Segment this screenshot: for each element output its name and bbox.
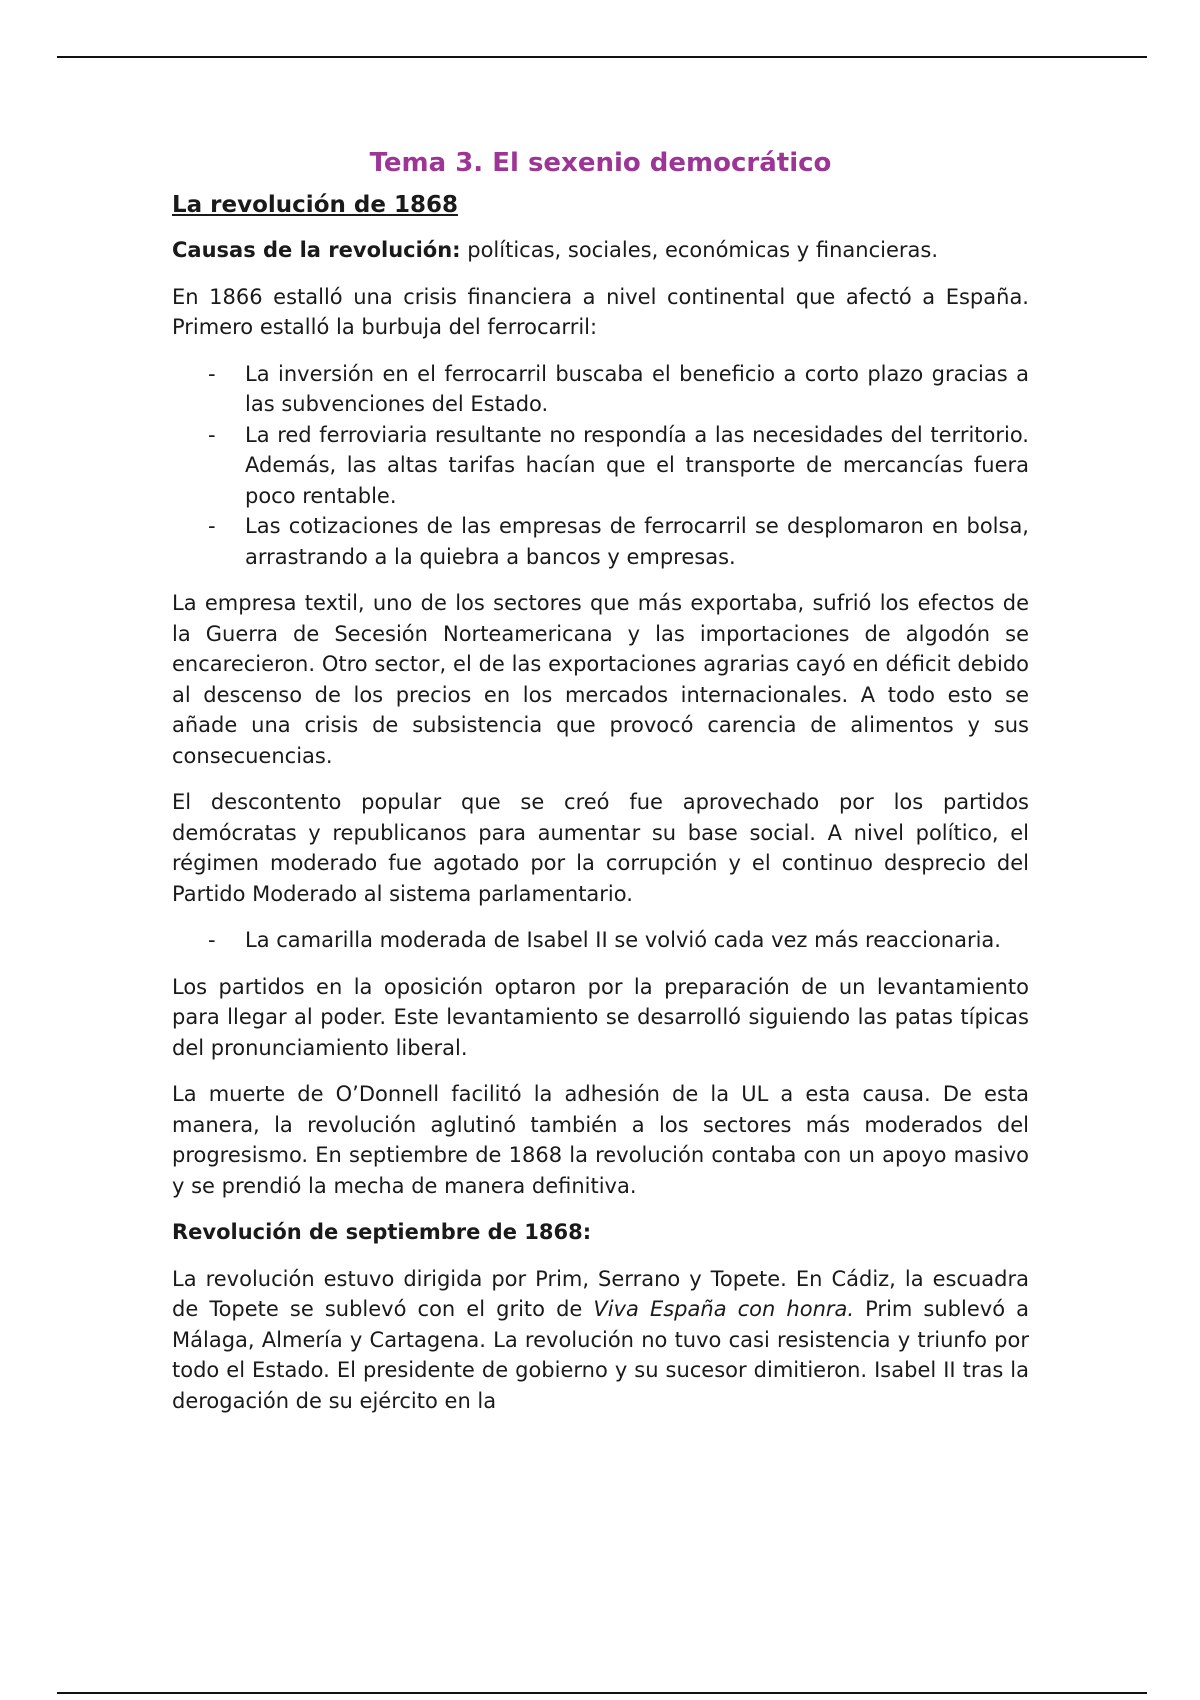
paragraph-financial-crisis: En 1866 estalló una crisis financiera a nivel continental que afectó a España. Primero estalló la burbuja del ferrocarril:: [172, 284, 1029, 339]
paragraph-opposition: Los partidos en la oposición optaron por la preparación de un levantamiento para llegar al poder. Este levantamiento se desarrolló siguiendo las patas típicas del pronunciamiento liberal.: [172, 974, 1029, 1060]
revolution-motto: Viva España con honra.: [593, 1297, 855, 1321]
document-body: [172, 146, 1029, 1432]
paragraph-odonnell: La muerte de O’Donnell facilitó la adhesión de la UL a esta causa. De esta manera, la revolución aglutinó también a los sectores más moderados del progresismo. En septiembre de 1868 la revolución contaba con un apoyo masivo y se prendió la mecha de manera definitiva.: [172, 1082, 1029, 1198]
list-item: - Las cotizaciones de las empresas de ferrocarril se desplomaron en bolsa, arrastrando a la quiebra a bancos y empresas.: [172, 511, 1029, 572]
header-rule: [57, 56, 1147, 58]
camarilla-list: [172, 925, 1029, 956]
paragraph-textile: La empresa textil, uno de los sectores que más exportaba, sufrió los efectos de la Guerra de Secesión Norteamericana y las importaciones de algodón se encarecieron. Otro sector, el de las exportaciones agrarias cayó en déficit debido al descenso de los precios en los mercados internacionales. A todo esto se añade una crisis de subsistencia que provocó carencia de alimentos y sus consecuencias.: [172, 591, 1029, 768]
list-item: - La camarilla moderada de Isabel II se volvió cada vez más reaccionaria.: [172, 925, 1029, 956]
revolution-text-before: La revolución estuvo dirigida por Prim, Serrano y Topete. En Cádiz, la escuadra de Topete se sublevó con el grito de: [172, 1266, 1029, 1321]
paragraph-revolution: [172, 1264, 1029, 1417]
list-item: - La red ferroviaria resultante no respondía a las necesidades del territorio. Además, las altas tarifas hacían que el transporte de mercancías fuera poco rentable.: [172, 420, 1029, 512]
list-item: - La inversión en el ferrocarril buscaba el beneficio a corto plazo gracias a las subvenciones del Estado.: [172, 359, 1029, 420]
causes-paragraph: [172, 235, 1029, 266]
section-heading: La revolución de 1868: [172, 192, 458, 218]
causes-label: Causas de la revolución:: [172, 238, 461, 262]
revolution-text-after: Prim sublevó a Málaga, Almería y Cartagena. La revolución no tuvo casi resistencia y triunfo por todo el Estado. El presidente de gobierno y su sucesor dimitieron. Isabel II tras la derogación de su ejército en la: [172, 1297, 1029, 1413]
railway-list: [172, 359, 1029, 573]
causes-text: políticas, sociales, económicas y financieras.: [460, 238, 938, 262]
subheading-september: Revolución de septiembre de 1868:: [172, 1220, 592, 1244]
paragraph-discontent: El descontento popular que se creó fue aprovechado por los partidos demócratas y republicanos para aumentar su base social. A nivel político, el régimen moderado fue agotado por la corrupción y el continuo desprecio del Partido Moderado al sistema parlamentario.: [172, 790, 1029, 906]
page-title: Tema 3. El sexenio democrático: [369, 148, 832, 178]
footer-rule: [57, 1692, 1147, 1694]
